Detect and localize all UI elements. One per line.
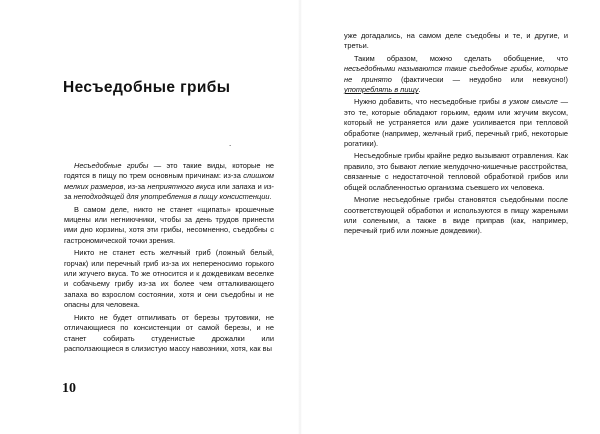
emphasis-text: слишком мелких размеров [64,171,274,191]
paragraph [64,313,274,355]
emphasis-text: в узком смысле [502,97,558,107]
text-run: Таким образом, можно сделать обобщение, что [354,53,568,63]
stray-dot: . [229,139,232,148]
paragraph [344,151,568,193]
text-run: Многие несъедобные грибы становятся съедобными после соответствующей обработки и используются в пищу жареными или солеными, а также в виде приправ (как, например, перечный гриб или ложные дождевики). [344,195,568,236]
text-run: В самом деле, никто не станет «щипать» крошечные мицены или негниючники, чтобы за день трудов принести ими дно корзины, хотя эти грибы, несомненно, съедобны с гастрономической точки зрения. [64,204,274,245]
text-run: Несъедобные грибы крайне редко вызывают отравления. Как правило, это бывают легкие желудочно-кишечные расстройства, связанные с недостаточной тепловой обработкой грибов или общей ослабленностью организма съевшего их человека. [344,151,568,192]
paragraph [344,97,568,149]
emphasis-text: несъедобными называются такие съедобные грибы, которые не принято [344,64,568,84]
paragraph [64,161,274,203]
text-run: Никто не будет отпиливать от березы трутовики, не отличающиеся по консистенции от самой березы, и не станет собирать студенистые дрожалки или расползающиеся в слизистую массу навозники, хотя, как вы [64,312,274,353]
text-run: , из-за [123,181,148,191]
text-run: . [269,192,272,202]
paragraph [344,31,568,52]
paragraph [64,248,274,310]
paragraph [344,54,568,96]
text-run: Нужно добавить, что несъедобные грибы [354,97,503,107]
text-run: (фактически — неудобно или невкусно!) [391,74,568,84]
text-run: . [418,85,421,95]
text-run: — это такие виды, которые не годятся в пищу по трем основным причинам: из-за [64,161,275,181]
paragraph [64,205,274,247]
text-run: Никто не станет есть желчный гриб (ложный белый, горчак) или перечный гриб из-за их непереносимо горького или жгучего вкуса. То же относится и к дождевикам веселке и собачьему грибу из-за их более чем отталкивающего запаха во взрослом состоянии, хотя и они съедобны и не опасны для человека. [64,248,274,310]
emphasis-text: неприятного вкуса [147,181,215,191]
emphasis-text: Несъедобные грибы [74,161,149,170]
paragraph [344,195,568,237]
emphasis-text: запаха [232,181,256,191]
right-text-column [344,31,568,239]
page-number: 10 [62,381,76,396]
left-text-column [64,161,274,356]
page-title: Несъедобные грибы [63,79,231,96]
text-run: — это те, которые обладают горьким, едким или жгучим вкусом, который не устраняется или даже усиливается при тепловой обработке (например, желчный гриб, перечный гриб, некоторые рогатики). [344,97,568,149]
emphasis-text: неподходящей для употребления в пищу консистенции [73,192,270,202]
text-run: уже догадались, на самом деле съедобны и те, и другие, и третьи. [344,31,568,51]
emphasis-text: употреблять в пищу [344,85,419,95]
text-run: и из-за [64,181,275,202]
text-run: или [214,181,233,191]
right-page [300,0,600,434]
